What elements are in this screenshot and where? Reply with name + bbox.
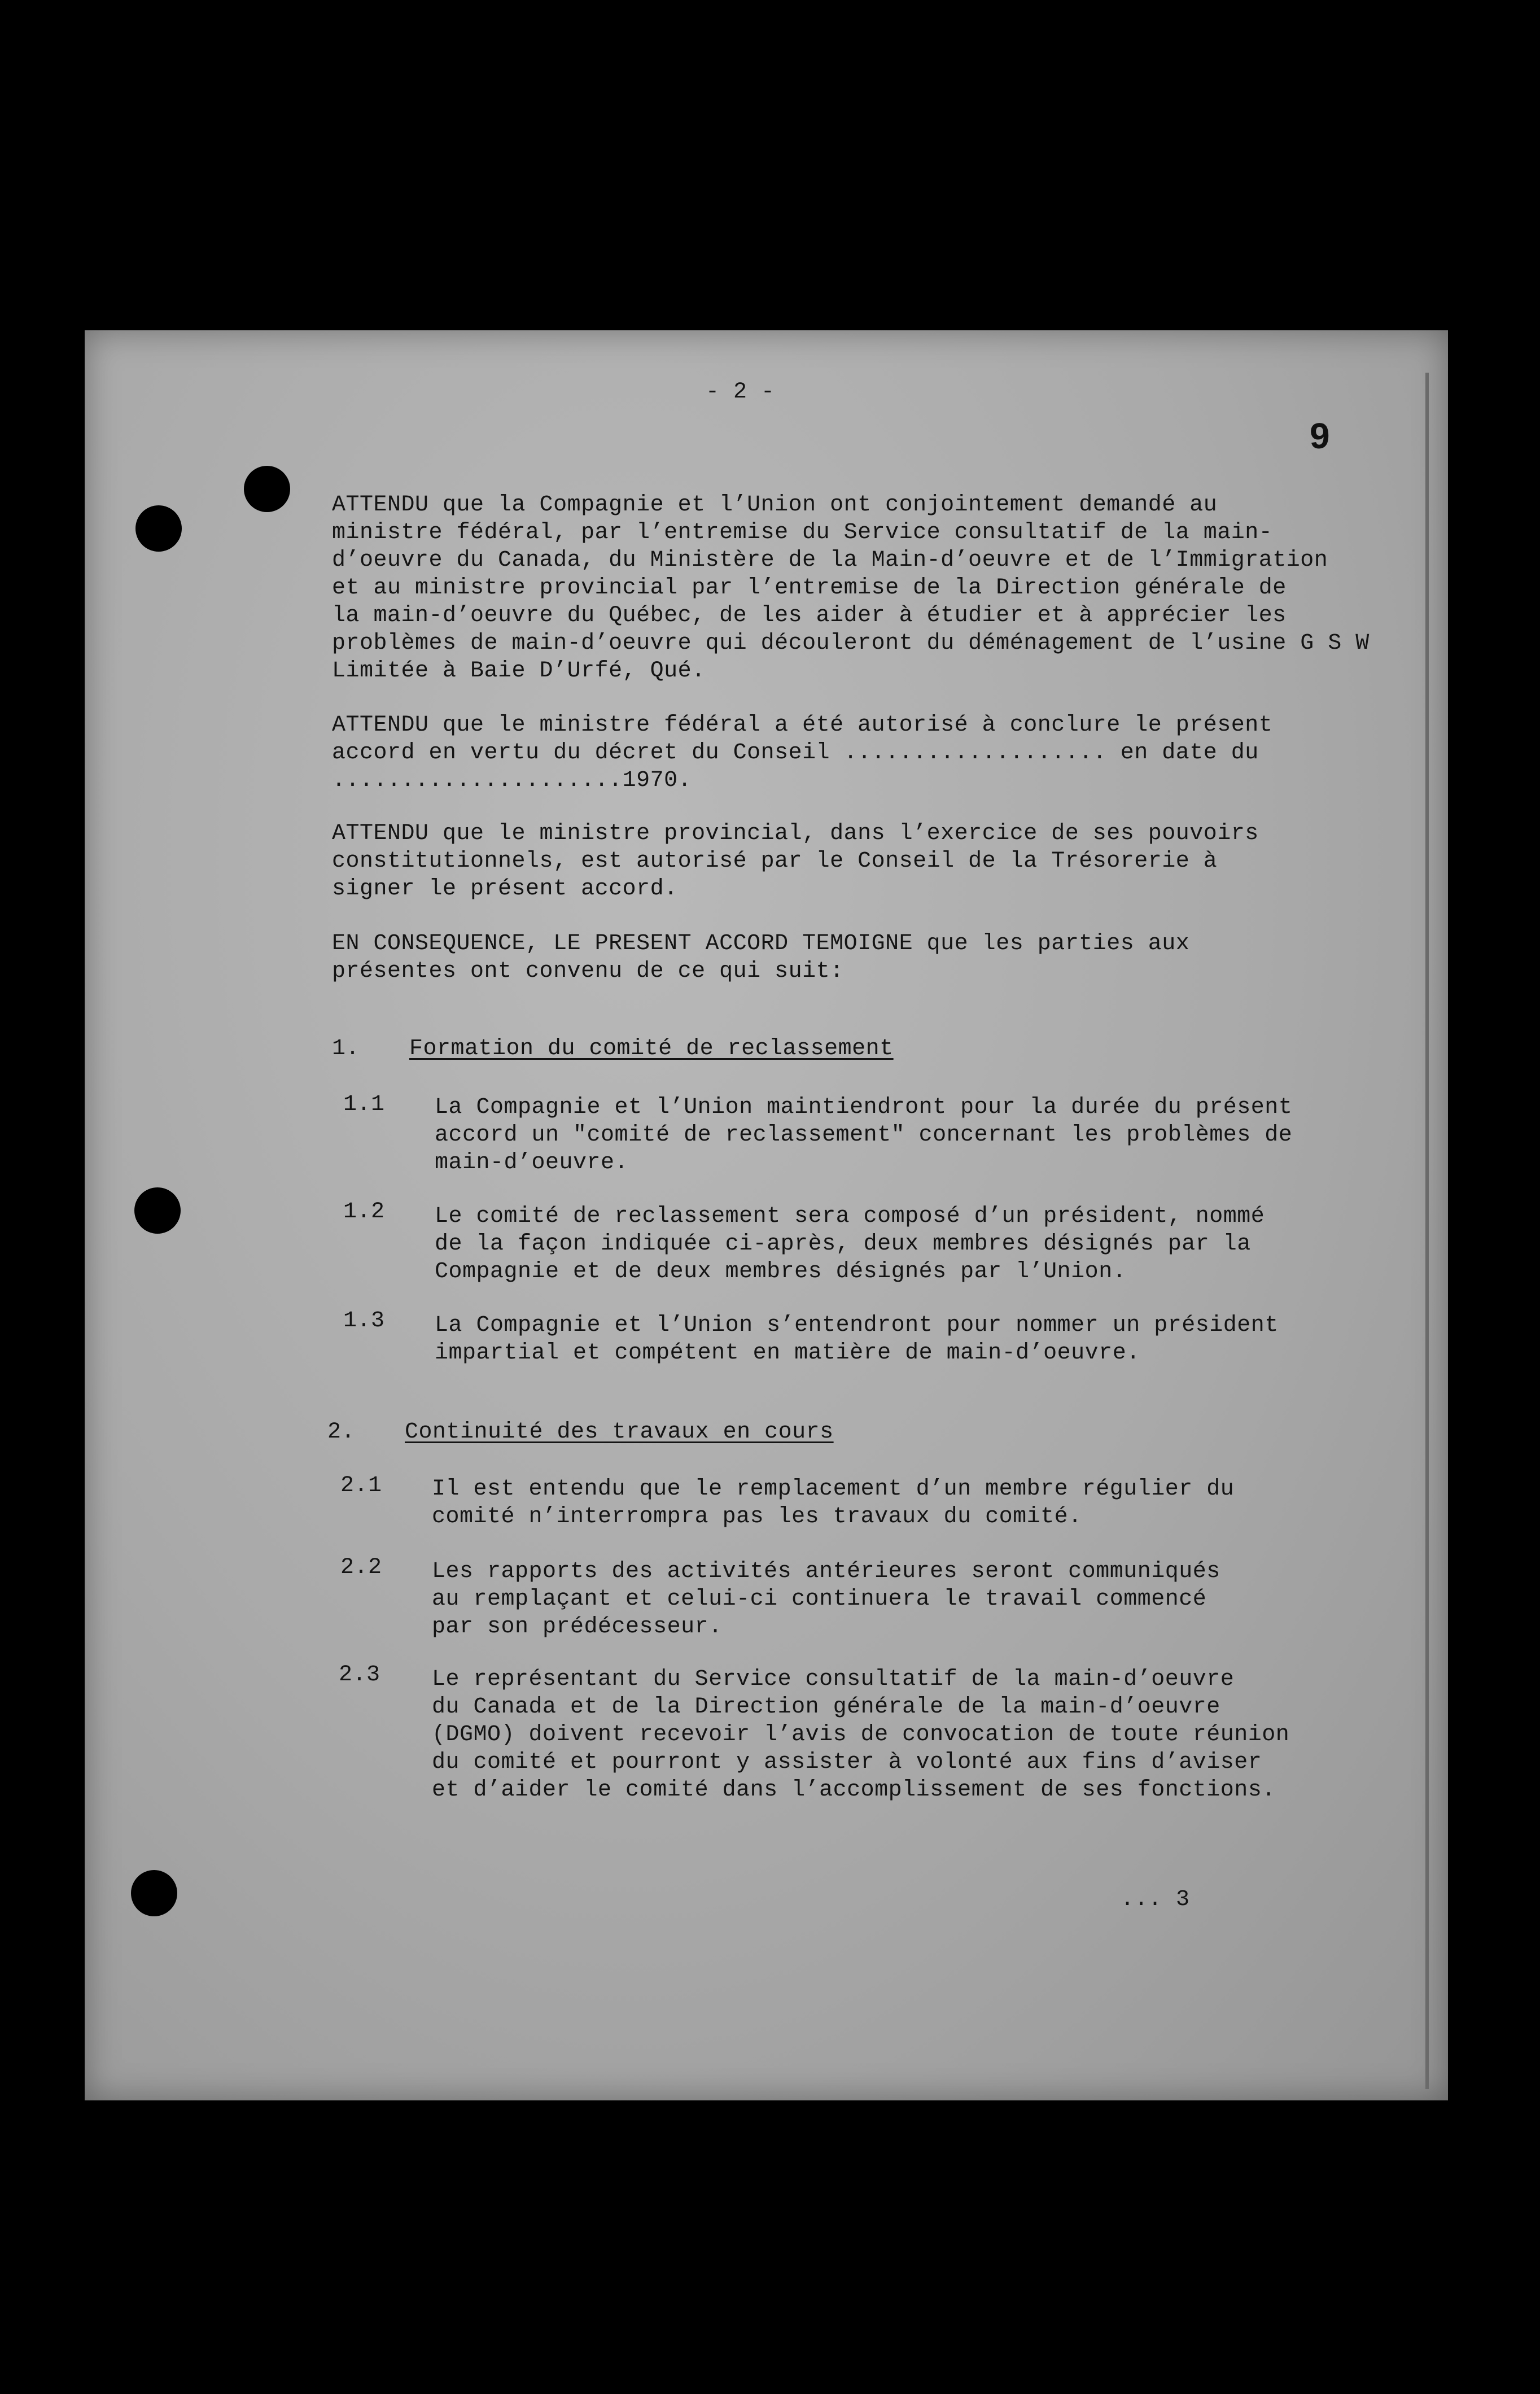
punch-hole <box>134 1187 181 1234</box>
item-number: 2.3 <box>339 1662 380 1688</box>
continuation-marker: ... 3 <box>1121 1887 1190 1912</box>
text-line: ministre fédéral, par l’entremise du Service consultatif de la main- <box>332 520 1273 545</box>
corner-page-number: 9 <box>1310 416 1330 456</box>
text-line: La Compagnie et l’Union maintiendront pour la durée du présent <box>435 1095 1293 1120</box>
text-line: d’oeuvre du Canada, du Ministère de la Main-d’oeuvre et de l’Immigration <box>332 548 1328 573</box>
text-line: constitutionnels, est autorisé par le Conseil de la Trésorerie à <box>332 849 1218 874</box>
page-edge <box>1425 373 1429 2089</box>
text-line: comité n’interrompra pas les travaux du comité. <box>432 1504 1082 1530</box>
text-line: ATTENDU que la Compagnie et l’Union ont conjointement demandé au <box>332 492 1218 518</box>
item-number: 2.1 <box>340 1473 382 1499</box>
text-line: et au ministre provincial par l’entremise de la Direction générale de <box>332 575 1287 601</box>
text-line: Il est entendu que le remplacement d’un membre régulier du <box>432 1476 1235 1502</box>
text-line: .....................1970. <box>332 768 692 793</box>
text-line: du comité et pourront y assister à volonté aux fins d’aviser <box>432 1750 1262 1775</box>
text-line: accord en vertu du décret du Conseil ................... en date du <box>332 740 1259 766</box>
punch-hole <box>244 466 290 512</box>
page-marker: - 2 - <box>706 379 775 405</box>
text-line: Les rapports des activités antérieures seront communiqués <box>432 1559 1220 1584</box>
item-number: 1.1 <box>343 1092 385 1117</box>
item-number: 2.2 <box>340 1555 382 1580</box>
section-number: 1. <box>332 1036 360 1061</box>
text-line: main-d’oeuvre. <box>435 1150 629 1176</box>
text-line: au remplaçant et celui-ci continuera le travail commencé <box>432 1587 1207 1612</box>
text-line: par son prédécesseur. <box>432 1614 723 1640</box>
text-line: du Canada et de la Direction générale de la main-d’oeuvre <box>432 1694 1220 1720</box>
section-title: Continuité des travaux en cours <box>405 1419 834 1445</box>
text-line: présentes ont convenu de ce qui suit: <box>332 959 844 984</box>
text-line: Compagnie et de deux membres désignés par l’Union. <box>435 1259 1127 1285</box>
text-line: ATTENDU que le ministre fédéral a été autorisé à conclure le présent <box>332 713 1273 738</box>
text-line: Le comité de reclassement sera composé d’un président, nommé <box>435 1204 1265 1229</box>
text-line: impartial et compétent en matière de main-d’oeuvre. <box>435 1340 1140 1366</box>
text-line: La Compagnie et l’Union s’entendront pour nommer un président <box>435 1313 1279 1338</box>
section-number: 2. <box>327 1419 356 1445</box>
text-line: Le représentant du Service consultatif de la main-d’oeuvre <box>432 1667 1235 1692</box>
text-line: problèmes de main-d’oeuvre qui découleront du déménagement de l’usine G S W <box>332 631 1370 656</box>
text-line: EN CONSEQUENCE, LE PRESENT ACCORD TEMOIGNE que les parties aux <box>332 931 1190 956</box>
text-line: de la façon indiquée ci-après, deux membres désignés par la <box>435 1231 1251 1257</box>
punch-hole <box>131 1870 177 1916</box>
text-line: Limitée à Baie D’Urfé, Qué. <box>332 658 706 684</box>
text-line: (DGMO) doivent recevoir l’avis de convocation de toute réunion <box>432 1722 1290 1748</box>
text-line: accord un "comité de reclassement" concernant les problèmes de <box>435 1122 1293 1148</box>
punch-hole <box>135 505 182 552</box>
text-line: et d’aider le comité dans l’accomplissement de ses fonctions. <box>432 1777 1276 1803</box>
text-line: signer le présent accord. <box>332 876 678 902</box>
text-line: ATTENDU que le ministre provincial, dans l’exercice de ses pouvoirs <box>332 821 1259 846</box>
text-line: la main-d’oeuvre du Québec, de les aider à étudier et à apprécier les <box>332 603 1287 628</box>
item-number: 1.3 <box>343 1308 385 1334</box>
item-number: 1.2 <box>343 1199 385 1225</box>
section-title: Formation du comité de reclassement <box>409 1036 894 1061</box>
